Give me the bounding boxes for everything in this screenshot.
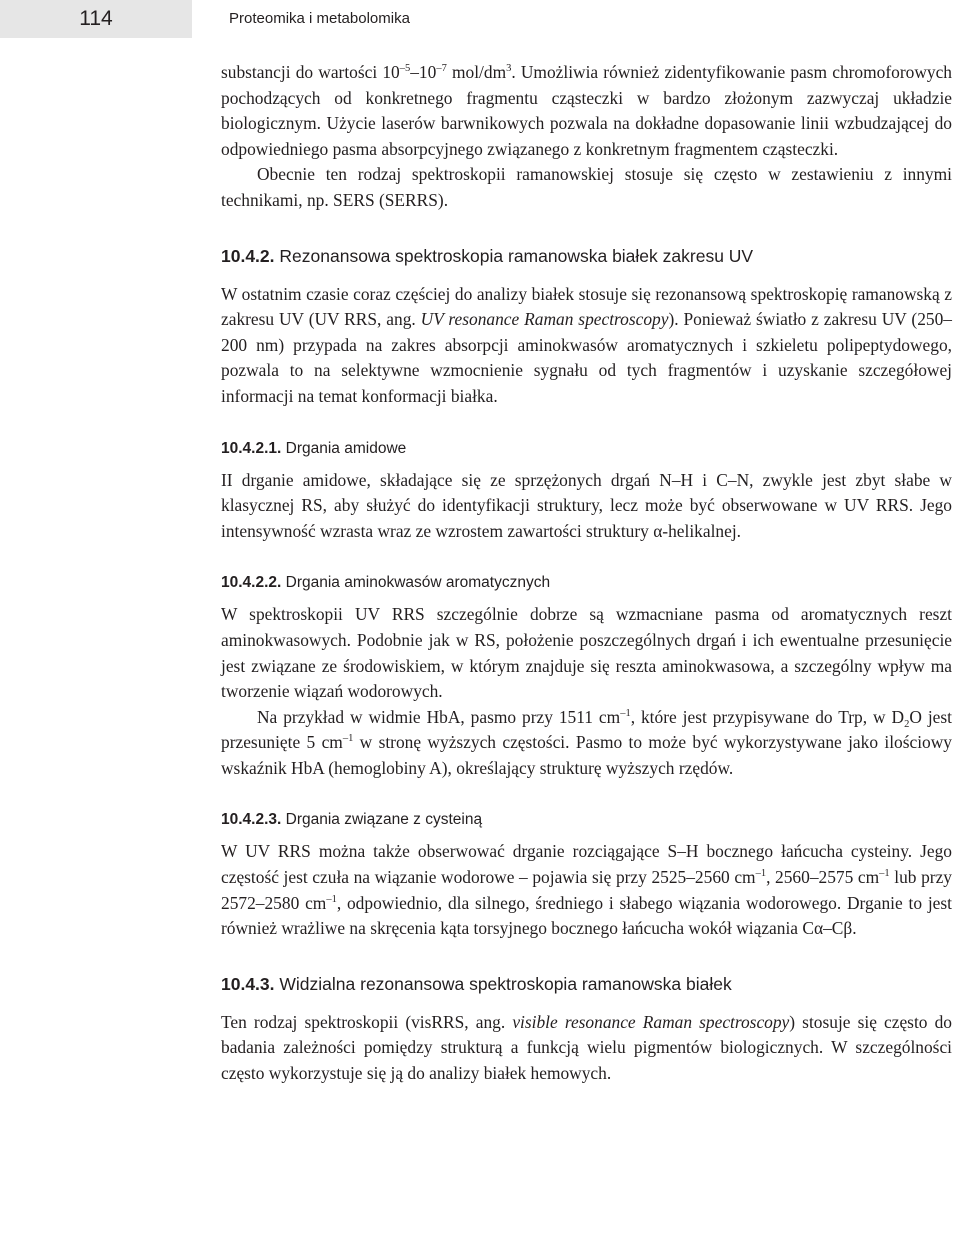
paragraph-sers: Obecnie ten rodzaj spektroskopii ramanowskiej stosuje się często w zestawieniu z innymi technikami, np. SERS (SERRS). <box>221 164 952 210</box>
paragraph-uv-rrs: W ostatnim czasie coraz częściej do analizy białek stosuje się rezonansową spektroskopię ramanowską z zakresu UV (UV RRS, ang. UV resonance Raman spectroscopy). Ponieważ światło z zakresu UV (250–200 nm) przypada na zakres absorpcji aminokwasów aromatycznych i szkieletu polipeptydowego, pozwala to na selektywne wzmocnienie sygnału od tych fragmentów i uzyskanie szczegółowej informacji na temat konformacji białka. <box>221 283 952 406</box>
page-content <box>221 60 952 1087</box>
running-title: Proteomika i metabolomika <box>229 10 410 27</box>
subsection-heading-10-4-2-2: 10.4.2.2. Drgania aminokwasów aromatycznych <box>221 574 551 592</box>
paragraph-hba-example: Na przykład w widmie HbA, pasmo przy 1511 $cm^{-1}$, które jest przypisywane do Trp, w $D_2O$ jest przesunięte 5 $cm^{-1}$ w stronę wyższych częstości. Pasmo to może być wykorzystywane jako ilościowy wskaźnik HbA (hemoglobiny A), określający strukturę wyższych rzędów. <box>221 706 952 778</box>
section-heading-10-4-3: 10.4.3. Widzialna rezonansowa spektroskopia ramanowska białek <box>221 973 732 994</box>
paragraph-aromatic: W spektroskopii UV RRS szczególnie dobrze są wzmacniane pasma od aromatycznych reszt aminokwasowych. Podobnie jak w RS, położenie poszczególnych drgań i ich ewentualne przesunięcie jest związane ze środowiskiem, w którym znajduje się reszta aminokwasowa, a szczególny wpływ ma tworzenie wiązań wodorowych. <box>221 604 952 702</box>
paragraph-cysteine: W UV RRS można także obserwować drganie rozciągające S–H bocznego łańcucha cysteiny. Jego częstość jest czuła na wiązanie wodorowe – pojawia się przy 2525–2560 $cm^{-1}$, 2560–2575 $cm^{-1}$ lub przy 2572–2580 $cm^{-1}$, odpowiednio, dla silnego, średniego i słabego wiązania wodorowego. Drganie to jest również wrażliwe na skręcenia kąta torsyjnego bocznego łańcucha wokół wiązania Cα–Cβ. <box>221 841 952 939</box>
paragraph-continuation: substancji do wartości $10^{-5}-10^{-7}$ mol/$dm^3$. Umożliwia również zidentyfikowanie pasm chromoforowych pochodzących od konkretnego fragmentu cząsteczki w bardzo złożonym zazwyczaj układzie biologicznym. Użycie laserów barwnikowych pozwala na dokładne dopasowanie linii wzbudzającej do odpowiedniego pasma absorpcyjnego związanego z konkretnym fragmentem cząsteczki. <box>221 62 952 159</box>
subsection-heading-10-4-2-1: 10.4.2.1. Drgania amidowe <box>221 439 407 457</box>
page-header <box>0 0 960 38</box>
paragraph-visrrs: Ten rodzaj spektroskopii (visRRS, ang. visible resonance Raman spectroscopy) stosuje się często do badania zależności pomiędzy strukturą a funkcją wielu pigmentów biologicznych. W szczególności często wykorzystuje się ją do analizy białek hemowych. <box>221 1011 952 1084</box>
paragraph-amide: II drganie amidowe, składające się ze sprzężonych drgań N–H i C–N, zwykle jest zbyt słabe w klasycznej RS, aby służyć do identyfikacji struktury, lecz może być obserwowane w UV RRS. Jego intensywność wzrasta wraz ze wzrostem zawartości struktury α-helikalnej. <box>221 469 952 541</box>
page-number: 114 <box>0 0 192 38</box>
subsection-heading-10-4-2-3: 10.4.2.3. Drgania związane z cysteiną <box>221 811 483 829</box>
section-heading-10-4-2: 10.4.2. Rezonansowa spektroskopia ramanowska białek zakresu UV <box>221 245 754 266</box>
